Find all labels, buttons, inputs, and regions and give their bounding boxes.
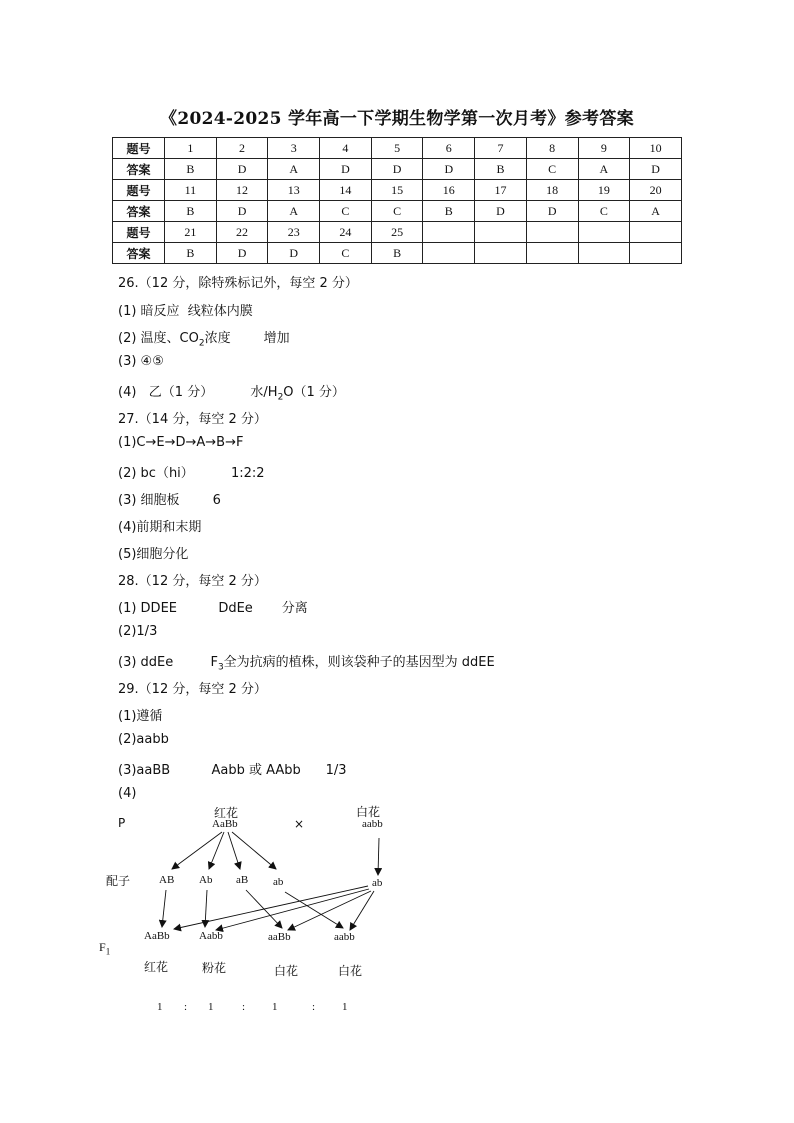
q28-answer-1: (1) DDEE DdEe 分离 [118, 601, 308, 616]
arrow-p2ab-to-aaBb [288, 891, 371, 930]
q27-answer-1: (1)C→E→D→A→B→F [118, 435, 244, 450]
offspring-phenotype-2: 粉花 [202, 961, 227, 975]
table-cell: 2 [216, 138, 268, 159]
table-cell: B [165, 243, 217, 264]
q28-answer-2: (2)1/3 [118, 624, 158, 639]
table-cell: D [216, 159, 268, 180]
table-cell: B [371, 243, 423, 264]
gamete-aB: aB [236, 874, 249, 886]
row-header-cell: 题号 [113, 180, 165, 201]
ratio-sep-3: : [312, 1001, 316, 1013]
offspring-phenotype-4: 白花 [338, 964, 363, 978]
table-cell: D [423, 159, 475, 180]
q26-answer-3: (3) ④⑤ [118, 354, 164, 369]
offspring-genotype-2: Aabb [199, 930, 223, 942]
table-cell: 19 [578, 180, 630, 201]
table-cell: 14 [320, 180, 372, 201]
table-cell: 1 [165, 138, 217, 159]
table-cell: 13 [268, 180, 320, 201]
parent1-phenotype: 红花 [214, 806, 239, 820]
q27-answer-3: (3) 细胞板 6 [118, 493, 221, 508]
offspring-genotype-1: AaBb [144, 930, 170, 942]
gamete-Ab: Ab [199, 874, 213, 886]
row-header-cell: 答案 [113, 243, 165, 264]
arrow-p1-to-Ab [209, 832, 224, 869]
table-cell: 6 [423, 138, 475, 159]
table-cell: D [475, 201, 527, 222]
cross-p-label: P [118, 816, 126, 830]
q26-answer-2: (2) 温度、$CO_2$浓度 增加 [118, 331, 290, 349]
q29-answer-1: (1)遵循 [118, 709, 163, 724]
table-cell: D [216, 243, 268, 264]
q29-answer-2: (2)aabb [118, 732, 169, 747]
row-header-cell: 答案 [113, 159, 165, 180]
ratio-1: 1 [157, 1001, 163, 1013]
table-cell: 24 [320, 222, 372, 243]
table-cell: 4 [320, 138, 372, 159]
table-cell: 16 [423, 180, 475, 201]
gamete-AB: AB [159, 874, 175, 886]
table-cell: 25 [371, 222, 423, 243]
table-cell: 17 [475, 180, 527, 201]
table-cell: 11 [165, 180, 217, 201]
q28-answer-3: (3) ddEe $F_3$全为抗病的植株，则该袋种子的基因型为 ddEE [118, 655, 495, 673]
table-cell: D [320, 159, 372, 180]
q27-header: 27.（14 分，每空 2 分） [118, 412, 267, 427]
arrow-AB-to-AaBb [162, 890, 166, 927]
parent2-genotype: aabb [362, 818, 383, 830]
table-cell: D [630, 159, 682, 180]
parent2-phenotype: 白花 [356, 805, 381, 819]
q28-header: 28.（12 分，每空 2 分） [118, 574, 267, 589]
table-cell: A [268, 201, 320, 222]
q26-header: 26.（12 分，除特殊标记外，每空 2 分） [118, 276, 358, 291]
table-cell: 8 [526, 138, 578, 159]
ratio-2: 1 [208, 1001, 214, 1013]
arrow-p1-to-AB [172, 832, 222, 869]
table-cell: 10 [630, 138, 682, 159]
table-cell: C [320, 201, 372, 222]
ratio-3: 1 [272, 1001, 278, 1013]
gamete-label: 配子 [106, 874, 131, 888]
offspring-genotype-4: aabb [334, 931, 355, 943]
q29-answer-3: (3)aaBB Aabb 或 AAbb 1/3 [118, 763, 347, 778]
arrow-ab-to-aabb [285, 892, 343, 928]
table-cell: C [371, 201, 423, 222]
table-cell: 18 [526, 180, 578, 201]
ratio-sep-1: : [184, 1001, 188, 1013]
arrow-p2-to-ab [378, 838, 379, 875]
table-cell: D [268, 243, 320, 264]
table-cell: A [268, 159, 320, 180]
offspring-genotype-3: aaBb [268, 931, 291, 943]
q26-answer-1: (1) 暗反应 线粒体内膜 [118, 304, 253, 319]
table-cell: D [371, 159, 423, 180]
table-cell: 9 [578, 138, 630, 159]
parent1-genotype: AaBb [212, 818, 238, 830]
table-cell: 15 [371, 180, 423, 201]
table-cell: 20 [630, 180, 682, 201]
arrow-p2ab-to-AaBb [174, 886, 368, 929]
f1-label: $F_1$ [99, 940, 111, 957]
table-cell: 22 [216, 222, 268, 243]
table-cell: 12 [216, 180, 268, 201]
row-header-cell: 题号 [113, 138, 165, 159]
table-cell: B [165, 201, 217, 222]
table-cell: C [320, 243, 372, 264]
table-cell: B [165, 159, 217, 180]
cross-times-symbol: × [294, 817, 305, 831]
gamete-parent2-ab: ab [372, 877, 383, 889]
table-cell: A [578, 159, 630, 180]
gamete-ab: ab [273, 876, 284, 888]
q26-answer-4: (4) 乙（1 分） 水$/H_2O(1$ 分） [118, 385, 345, 403]
row-header-cell: 答案 [113, 201, 165, 222]
offspring-phenotype-1: 红花 [144, 960, 169, 974]
arrow-p2ab-to-Aabb [216, 889, 369, 930]
page-title: 《2024-2025 学年高一下学期生物学第一次月考》参考答案 [160, 109, 634, 129]
row-header-cell: 题号 [113, 222, 165, 243]
table-cell: 7 [475, 138, 527, 159]
table-cell: 5 [371, 138, 423, 159]
table-cell: B [475, 159, 527, 180]
q27-answer-5: (5)细胞分化 [118, 547, 189, 562]
table-cell: C [578, 201, 630, 222]
table-cell: A [630, 201, 682, 222]
table-cell: 3 [268, 138, 320, 159]
table-cell: D [216, 201, 268, 222]
q29-answer-4: (4) [118, 786, 137, 801]
q27-answer-2: (2) bc（hi） 1:2:2 [118, 466, 265, 481]
arrow-p2ab-to-aabb [350, 891, 374, 930]
ratio-4: 1 [342, 1001, 348, 1013]
table-cell: 23 [268, 222, 320, 243]
q29-header: 29.（12 分，每空 2 分） [118, 682, 267, 697]
table-cell: B [423, 201, 475, 222]
table-cell: C [526, 159, 578, 180]
q27-answer-4: (4)前期和末期 [118, 520, 202, 535]
offspring-phenotype-3: 白花 [274, 964, 299, 978]
ratio-sep-2: : [242, 1001, 246, 1013]
table-cell: 21 [165, 222, 217, 243]
table-cell: D [526, 201, 578, 222]
